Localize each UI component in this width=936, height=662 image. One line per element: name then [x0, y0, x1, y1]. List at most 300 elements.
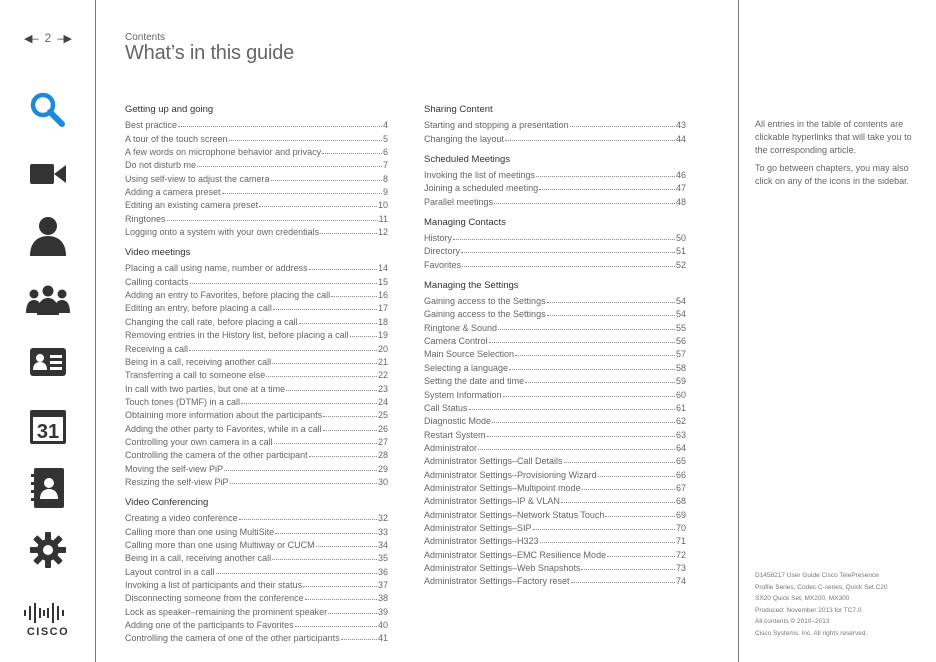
imprint-line: All contents © 2010–2013	[755, 618, 830, 626]
toc-page-number: 36	[377, 566, 388, 577]
dot-leader	[505, 140, 675, 141]
toc-entry-title: Editing an entry, before placing a call	[125, 303, 272, 314]
toc-entry-title: Gaining access to the Settings	[424, 309, 546, 320]
sidebar	[0, 0, 96, 662]
toc-entry-link[interactable]	[424, 180, 686, 193]
dot-leader	[286, 390, 377, 391]
dot-leader	[272, 363, 377, 364]
toc-section	[424, 103, 686, 144]
toc-page-number: 51	[675, 246, 686, 257]
toc-entry-link[interactable]	[125, 170, 388, 183]
toc-page-number: 11	[378, 213, 388, 224]
toc-entry-title: Controlling your own camera in a call	[125, 436, 273, 447]
toc-section	[125, 496, 388, 643]
toc-entry-link[interactable]	[424, 520, 686, 533]
toc-entry-link[interactable]	[125, 420, 388, 433]
toc-entry-link[interactable]	[424, 193, 686, 206]
toc-entry-title: Administrator Settings–Web Snapshots	[424, 562, 581, 573]
toc-page-number: 12	[377, 227, 388, 238]
dot-leader	[461, 252, 675, 253]
dot-leader	[274, 443, 377, 444]
toc-section-title[interactable]: Sharing Content	[424, 104, 493, 115]
toc-page-number: 9	[382, 187, 388, 198]
toc-entry-link[interactable]	[424, 573, 686, 586]
dot-leader	[259, 206, 377, 207]
toc-page-number: 17	[377, 303, 388, 314]
dot-leader	[581, 569, 675, 570]
toc-entry-link[interactable]	[125, 273, 388, 286]
toc-entry-title: Placing a call using name, number or address	[125, 263, 308, 274]
toc-entry-link[interactable]	[125, 510, 388, 523]
toc-entry-title: Editing an existing camera preset	[125, 200, 259, 211]
toc-section-title[interactable]: Managing the Settings	[424, 279, 519, 291]
person-icon[interactable]	[24, 212, 72, 260]
toc-entry-title: Creating a video conference	[125, 513, 238, 524]
toc-entry-link[interactable]	[424, 466, 686, 479]
previous-page-arrow-icon[interactable]: ◀–	[24, 32, 39, 45]
dot-leader	[275, 533, 377, 534]
imprint	[755, 570, 925, 640]
toc-entry-link[interactable]	[424, 230, 686, 243]
toc-entry-link[interactable]	[125, 523, 388, 536]
toc-entry-title: Selecting a language	[424, 362, 509, 373]
dot-leader	[224, 470, 377, 471]
toc-section	[424, 153, 686, 207]
toc-entry-title: Touch tones (DTMF) in a call	[125, 396, 241, 407]
dot-leader	[598, 476, 675, 477]
toc-entry-link[interactable]	[125, 130, 388, 143]
video-camera-icon[interactable]	[24, 150, 72, 198]
toc-page-number: 60	[675, 389, 686, 400]
page-number: 2	[44, 31, 52, 45]
dot-leader	[178, 126, 382, 127]
toc-entry-title: Directory	[424, 246, 461, 257]
search-icon[interactable]	[24, 86, 72, 134]
toc-entry-title: System Information	[424, 389, 502, 400]
toc-page-number: 48	[675, 196, 686, 207]
dot-leader	[539, 189, 675, 190]
dot-leader	[190, 283, 377, 284]
toc-entry-title: Removing entries in the History list, before placing a call	[125, 330, 349, 341]
dot-leader	[241, 403, 377, 404]
toc-page-number: 59	[675, 376, 686, 387]
toc-page-number: 58	[675, 362, 686, 373]
toc-page-number: 16	[377, 290, 388, 301]
imprint-line: Cisco Systems, Inc. All rights reserved.	[755, 629, 868, 637]
toc-page-number: 46	[675, 170, 686, 181]
toc-entry-title: Main Source Selection	[424, 349, 515, 360]
toc-entry-title: Moving the self-view PiP	[125, 463, 224, 474]
toc-entry-link[interactable]	[424, 117, 686, 130]
toc-section-title[interactable]: Scheduled Meetings	[424, 153, 511, 165]
toc-entry-link[interactable]	[424, 400, 686, 413]
dot-leader	[462, 266, 675, 267]
toc-entry-link[interactable]	[125, 287, 388, 300]
toc-section	[424, 216, 686, 270]
dot-leader	[328, 613, 377, 614]
toc-page-number: 72	[675, 549, 686, 560]
toc-page-number: 8	[382, 173, 388, 184]
toc-entry-link[interactable]	[125, 380, 388, 393]
toc-page-number: 5	[382, 133, 388, 144]
toc-page-number: 29	[377, 463, 388, 474]
toc-entry-link[interactable]	[424, 256, 686, 269]
dot-leader	[607, 556, 675, 557]
toc-entry-title: Administrator Settings–Factory reset	[424, 576, 570, 587]
dot-leader	[309, 456, 377, 457]
toc-entry-title: Being in a call, receiving another call	[125, 356, 272, 367]
toc-entry-title: Do not disturb me	[125, 160, 197, 171]
toc-page-number: 19	[377, 330, 388, 341]
toc-entry-link[interactable]	[125, 434, 388, 447]
toc-entry-title: Invoking the list of meetings	[424, 170, 536, 181]
dot-leader	[605, 516, 675, 517]
toc-entry-title: Administrator Settings–Call Details	[424, 456, 563, 467]
toc-entry-link[interactable]	[424, 346, 686, 359]
toc-entry-link[interactable]	[125, 340, 388, 353]
dot-leader	[272, 559, 377, 560]
dot-leader	[323, 430, 377, 431]
next-page-arrow-icon[interactable]: –▶	[57, 32, 72, 45]
dot-leader	[547, 302, 675, 303]
svg-text:CISCO: CISCO	[26, 626, 70, 636]
toc-section	[125, 103, 388, 237]
toc-entry-link[interactable]	[125, 590, 388, 603]
toc-page-number: 18	[377, 316, 388, 327]
toc-page-number: 70	[675, 522, 686, 533]
dot-leader	[320, 233, 377, 234]
toc-section	[424, 279, 686, 587]
toc-entry-title: History	[424, 233, 453, 244]
toc-page-number: 40	[377, 620, 388, 631]
dot-leader	[487, 436, 675, 437]
toc-column-2	[424, 102, 686, 595]
toc-page-number: 44	[675, 133, 686, 144]
toc-page-number: 15	[377, 276, 388, 287]
toc-entry-title: Gaining access to the Settings	[424, 296, 546, 307]
toc-entry-link[interactable]	[424, 426, 686, 439]
toc-entry-title: Adding the other party to Favorites, while in a call	[125, 423, 322, 434]
dot-leader	[478, 449, 675, 450]
toc-page-number: 68	[675, 496, 686, 507]
calendar-day: 31	[36, 421, 60, 443]
dot-leader	[494, 203, 675, 204]
toc-entry-title: Diagnostic Mode	[424, 416, 492, 427]
dot-leader	[197, 166, 382, 167]
toc-entry-link[interactable]	[125, 313, 388, 326]
imprint-line: Profile Series, Codec C-series, Quick Set C20	[755, 583, 888, 591]
toc-entry-title: Starting and stopping a presentation	[424, 120, 569, 131]
toc-entry-link[interactable]	[424, 333, 686, 346]
toc-entry-title: Camera Control	[424, 336, 488, 347]
toc-page-number: 57	[675, 349, 686, 360]
dot-leader	[216, 573, 377, 574]
toc-entry-link[interactable]	[125, 367, 388, 380]
toc-page-number: 55	[675, 322, 686, 333]
toc-entry-link[interactable]	[424, 506, 686, 519]
page-navigation	[24, 30, 72, 46]
dot-leader	[273, 309, 377, 310]
dot-leader	[492, 422, 675, 423]
toc-entry-title: A tour of the touch screen	[125, 133, 228, 144]
toc-entry-link[interactable]	[424, 319, 686, 332]
toc-page-number: 47	[675, 183, 686, 194]
toc-page-number: 6	[382, 147, 388, 158]
dot-leader	[341, 639, 377, 640]
dot-leader	[564, 462, 675, 463]
toc-section	[125, 246, 388, 487]
dot-leader	[350, 336, 377, 337]
toc-entry-link[interactable]	[424, 359, 686, 372]
toc-page-number: 27	[377, 436, 388, 447]
toc-section-title[interactable]: Getting up and going	[125, 104, 214, 115]
toc-entry-link[interactable]	[125, 300, 388, 313]
dot-leader	[489, 342, 675, 343]
toc-page-number: 32	[377, 513, 388, 524]
imprint-line: SX20 Quick Set, MX200, MX300	[755, 595, 850, 603]
toc-entry-link[interactable]	[125, 447, 388, 460]
toc-entry-title: Setting the date and time	[424, 376, 525, 387]
dot-leader	[299, 323, 377, 324]
toc-entry-link[interactable]	[125, 184, 388, 197]
toc-page-number: 33	[377, 526, 388, 537]
toc-entry-title: Transferring a call to someone else	[125, 370, 266, 381]
toc-entry-title: In call with two parties, but one at a time	[125, 383, 286, 394]
toc-entry-link[interactable]	[424, 306, 686, 319]
toc-entry-title: Best practice	[125, 120, 178, 131]
toc-entry-title: Invoking a list of participants and their status	[125, 580, 303, 590]
toc-entry-title: Adding a camera preset	[125, 187, 221, 198]
toc-entry-title: Changing the layout	[424, 133, 505, 144]
toc-section-title[interactable]: Video meetings	[125, 247, 191, 259]
toc-page-number: 62	[675, 416, 686, 427]
toc-entry-link[interactable]	[125, 210, 388, 223]
dot-leader	[266, 376, 377, 377]
toc-entry-link[interactable]	[125, 224, 388, 237]
toc-page-number: 14	[377, 263, 388, 274]
dot-leader	[561, 502, 675, 503]
toc-entry-link[interactable]	[424, 293, 686, 306]
toc-page-number: 26	[377, 423, 388, 434]
toc-page-number: 54	[675, 309, 686, 320]
toc-entry-title: Logging onto a system with your own credentials	[125, 227, 320, 238]
toc-page-number: 64	[675, 442, 686, 453]
toc-entry-title: Administrator	[424, 442, 478, 453]
toc-entry-title: Parallel meetings	[424, 196, 494, 207]
dot-leader	[533, 529, 675, 530]
toc-entry-title: Disconnecting someone from the conference	[125, 593, 304, 604]
dot-leader	[305, 599, 377, 600]
toc-entry-title: Administrator Settings–EMC Resilience Mode	[424, 549, 607, 560]
dot-leader	[536, 176, 675, 177]
toc-entry-link[interactable]	[125, 354, 388, 367]
imprint-line: Produced: November 2013 for TC7.0	[755, 606, 862, 614]
toc-entry-link[interactable]	[424, 480, 686, 493]
toc-page-number: 35	[377, 553, 388, 564]
toc-page-number: 74	[675, 576, 686, 587]
page-title: What’s in this guide	[125, 42, 295, 64]
dot-leader	[316, 546, 377, 547]
dot-leader	[189, 350, 377, 351]
toc-section-title[interactable]: Managing Contacts	[424, 216, 506, 228]
toc-entry-link[interactable]	[125, 630, 388, 643]
dot-leader	[323, 416, 377, 417]
toc-entry-title: Joining a scheduled meeting	[424, 183, 539, 194]
toc-entry-title: Adding an entry to Favorites, before placing the call	[125, 290, 331, 301]
dot-leader	[540, 542, 675, 543]
toc-entry-link[interactable]	[424, 373, 686, 386]
toc-entry-title: Resizing the self-view PiP	[125, 476, 229, 487]
toc-entry-link[interactable]	[424, 533, 686, 546]
toc-entry-link[interactable]	[125, 550, 388, 563]
toc-entry-title: Administrator Settings–Provisioning Wizard	[424, 469, 597, 480]
toc-entry-link[interactable]	[125, 537, 388, 550]
toc-entry-link[interactable]	[424, 453, 686, 466]
toc-page-number: 10	[377, 200, 388, 211]
dot-leader	[271, 180, 382, 181]
toc-entry-title: Ringtones	[125, 213, 166, 224]
toc-page-number: 34	[377, 539, 388, 550]
toc-entry-title: Calling more than one using MultiSite	[125, 526, 275, 537]
toc-entry-link[interactable]	[125, 394, 388, 407]
dot-leader	[322, 153, 382, 154]
toc-entry-title: Calling contacts	[125, 276, 189, 287]
toc-page-number: 69	[675, 509, 686, 520]
dot-leader	[167, 220, 378, 221]
toc-entry-link[interactable]	[125, 197, 388, 210]
toc-page-number: 30	[377, 476, 388, 487]
toc-entry-link[interactable]	[125, 117, 388, 130]
toc-page-number: 61	[675, 402, 686, 413]
dot-leader	[309, 269, 377, 270]
toc-page-number: 52	[675, 259, 686, 270]
toc-entry-title: Administrator Settings–H323	[424, 536, 539, 547]
toc-page-number: 43	[675, 120, 686, 131]
toc-entry-link[interactable]	[125, 563, 388, 576]
header-section-label: Contents	[125, 32, 166, 43]
toc-entry-link[interactable]	[125, 577, 388, 590]
toc-entry-title: Restart System	[424, 429, 486, 440]
toc-page-number: 66	[675, 469, 686, 480]
address-book-icon[interactable]	[24, 464, 72, 512]
toc-entry-title: Obtaining more information about the participants	[125, 410, 323, 421]
toc-entry-link[interactable]	[424, 546, 686, 559]
toc-entry-title: Favorites	[424, 259, 462, 270]
toc-section-title[interactable]: Video Conferencing	[125, 496, 209, 508]
toc-page-number: 63	[675, 429, 686, 440]
toc-entry-title: Receiving a call	[125, 343, 189, 354]
dot-leader	[570, 126, 675, 127]
chapters-note: To go between chapters, you may also click on any of the icons in the sidebar.	[755, 163, 910, 186]
toc-entry-title: Lock as speaker–remaining the prominent speaker	[125, 606, 328, 617]
toc-entry-link[interactable]	[125, 407, 388, 420]
toc-entry-title: Call Status	[424, 402, 468, 413]
dot-leader	[230, 483, 377, 484]
toc-entry-title: Administrator Settings–SIP	[424, 522, 532, 533]
dot-leader	[515, 355, 675, 356]
toc-page-number: 4	[382, 120, 388, 131]
toc-entry-title: A few words on microphone behavior and privacy	[125, 147, 322, 158]
toc-entry-link[interactable]	[424, 386, 686, 399]
toc-entry-link[interactable]	[424, 560, 686, 573]
toc-column-1	[125, 102, 388, 652]
toc-entry-link[interactable]	[125, 617, 388, 630]
contact-card-icon[interactable]	[24, 338, 72, 386]
dot-leader	[222, 193, 382, 194]
toc-entry-title: Controlling the camera of one of the other participants	[125, 633, 340, 644]
settings-gear-icon[interactable]	[24, 526, 72, 574]
toc-entry-link[interactable]	[424, 130, 686, 143]
toc-entry-link[interactable]	[125, 260, 388, 273]
toc-page-number: 21	[377, 356, 388, 367]
toc-entry-title: Controlling the camera of the other participant	[125, 450, 308, 461]
toc-entry-link[interactable]	[125, 144, 388, 157]
dot-leader	[525, 382, 675, 383]
dot-leader	[509, 369, 675, 370]
toc-page-number: 56	[675, 336, 686, 347]
toc-page-number: 50	[675, 233, 686, 244]
calendar-icon[interactable]	[24, 402, 72, 450]
toc-page-number: 67	[675, 482, 686, 493]
dot-leader	[469, 409, 675, 410]
dot-leader	[295, 626, 377, 627]
toc-page-number: 22	[377, 370, 388, 381]
imprint-line: D1458217 User Guide Cisco TelePresence	[755, 572, 879, 579]
dot-leader	[571, 582, 675, 583]
toc-entry-link[interactable]	[125, 327, 388, 340]
toc-page-number: 7	[382, 160, 388, 171]
dot-leader	[498, 329, 675, 330]
dot-leader	[503, 396, 675, 397]
toc-entry-title: Adding one of the participants to Favorites	[125, 620, 294, 631]
toc-entry-title: Changing the call rate, before placing a call	[125, 316, 298, 327]
toc-page-number: 37	[377, 580, 388, 590]
dot-leader	[547, 315, 675, 316]
dot-leader	[303, 586, 377, 587]
dot-leader	[582, 489, 675, 490]
dot-leader	[239, 519, 377, 520]
toc-page-number: 54	[675, 296, 686, 307]
toc-entry-link[interactable]	[424, 413, 686, 426]
toc-page-number: 24	[377, 396, 388, 407]
group-icon[interactable]	[24, 276, 72, 324]
toc-entry-link[interactable]	[125, 474, 388, 487]
toc-entry-link[interactable]	[125, 603, 388, 616]
toc-entry-title: Administrator Settings–Network Status Touch	[424, 509, 605, 520]
toc-entry-title: Being in a call, receiving another call	[125, 553, 272, 564]
toc-entry-title: Administrator Settings–IP & VLAN	[424, 496, 560, 507]
toc-entry-link[interactable]	[424, 243, 686, 256]
dot-leader	[229, 140, 382, 141]
toc-page-number: 41	[377, 633, 388, 644]
toc-page-number: 73	[675, 562, 686, 573]
right-divider	[738, 0, 739, 662]
toc-entry-title: Using self-view to adjust the camera	[125, 173, 270, 184]
toc-entry-link[interactable]	[125, 460, 388, 473]
dot-leader	[331, 296, 377, 297]
toc-entry-title: Calling more than one using Multiway or CUCM	[125, 539, 315, 550]
toc-entry-title: Administrator Settings–Multipoint mode	[424, 482, 581, 493]
toc-page-number: 38	[377, 593, 388, 604]
toc-entry-link[interactable]	[424, 440, 686, 453]
toc-page-number: 20	[377, 343, 388, 354]
hyperlinks-note: All entries in the table of contents are clickable hyperlinks that will take you to the corresponding article.	[755, 119, 912, 155]
toc-page-number: 25	[377, 410, 388, 421]
cisco-logo	[16, 602, 80, 636]
toc-entry-link[interactable]	[125, 157, 388, 170]
toc-entry-link[interactable]	[424, 167, 686, 180]
toc-entry-link[interactable]	[424, 493, 686, 506]
